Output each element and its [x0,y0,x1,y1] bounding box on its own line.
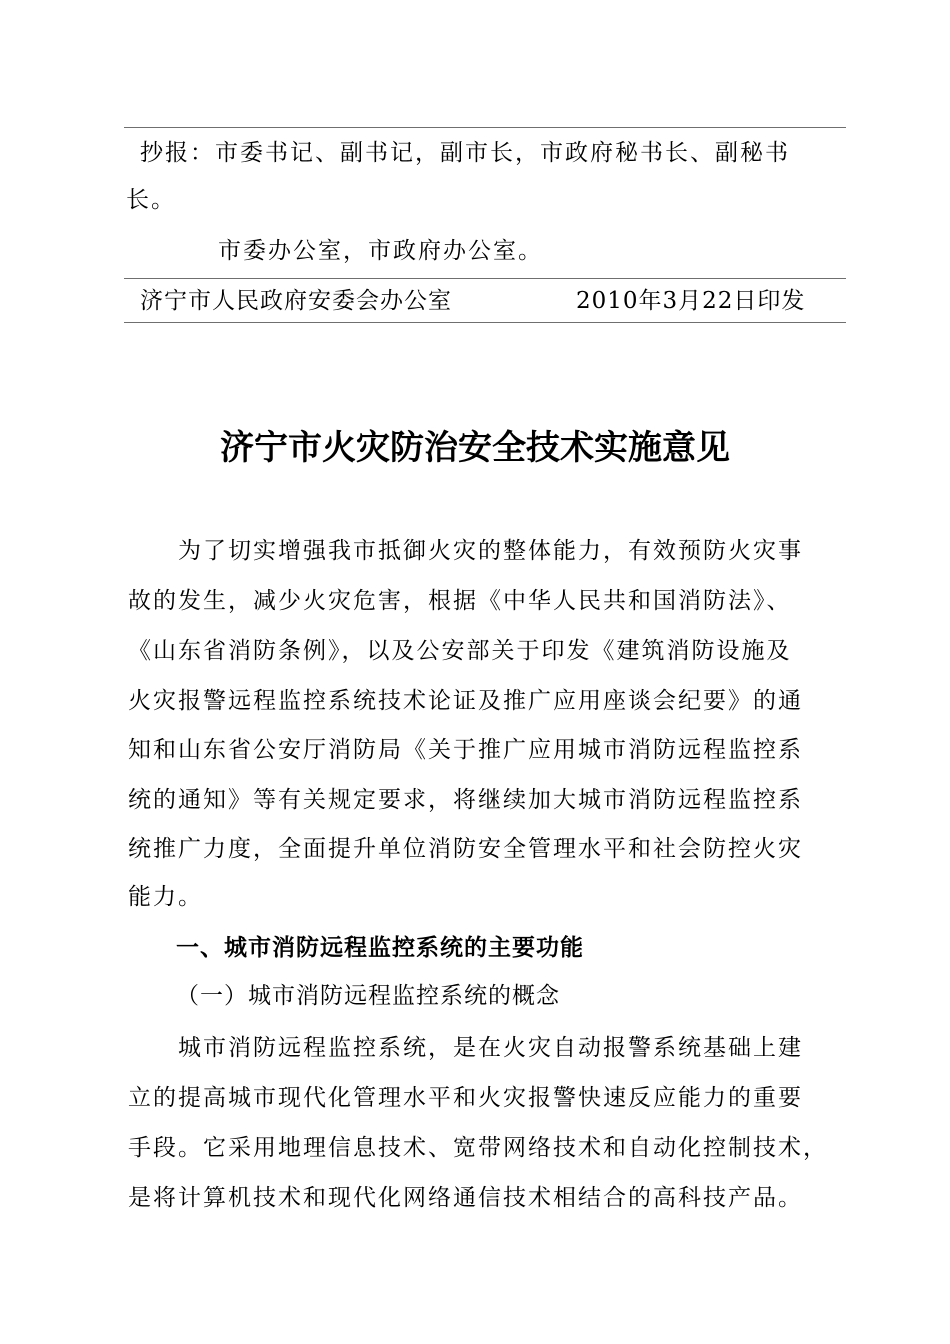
subsection-heading: （一）城市消防远程监控系统的概念 [176,983,560,1009]
issue-date: 2010年3月22日印发 [576,288,806,314]
cc-line-2: 长。 [126,187,176,213]
intro-line: 《山东省消防条例》，以及公安部关于印发《建筑消防设施及 [128,638,792,664]
cc-line-1: 抄报：市委书记、副书记，副市长，市政府秘书长、副秘书 [140,140,790,166]
cc-top-rule [124,127,846,128]
intro-line: 火灾报警远程监控系统技术论证及推广应用座谈会纪要》的通 [128,688,803,714]
cc-bottom-rule [124,322,846,323]
intro-line: 能力。 [128,884,203,910]
cc-middle-rule [124,278,846,279]
section-heading: 一、城市消防远程监控系统的主要功能 [176,935,584,961]
body-line: 是将计算机技术和现代化网络通信技术相结合的高科技产品。 [128,1185,803,1211]
intro-line: 统的通知》等有关规定要求，将继续加大城市消防远程监控系 [128,787,803,813]
body-line: 手段。它采用地理信息技术、宽带网络技术和自动化控制技术， [128,1135,828,1161]
document-title: 济宁市火灾防治安全技术实施意见 [220,428,730,468]
cc-line-3: 市委办公室，市政府办公室。 [218,238,543,264]
body-line: 立的提高城市现代化管理水平和火灾报警快速反应能力的重要 [128,1085,803,1111]
intro-line: 为了切实增强我市抵御火灾的整体能力，有效预防火灾事 [178,538,803,564]
issuer-name: 济宁市人民政府安委会办公室 [140,288,452,314]
intro-line: 统推广力度，全面提升单位消防安全管理水平和社会防控火灾 [128,836,803,862]
body-line: 城市消防远程监控系统，是在火灾自动报警系统基础上建 [178,1035,803,1061]
intro-line: 故的发生，减少火灾危害，根据《中华人民共和国消防法》、 [128,588,792,614]
intro-line: 知和山东省公安厅消防局《关于推广应用城市消防远程监控系 [128,737,803,763]
